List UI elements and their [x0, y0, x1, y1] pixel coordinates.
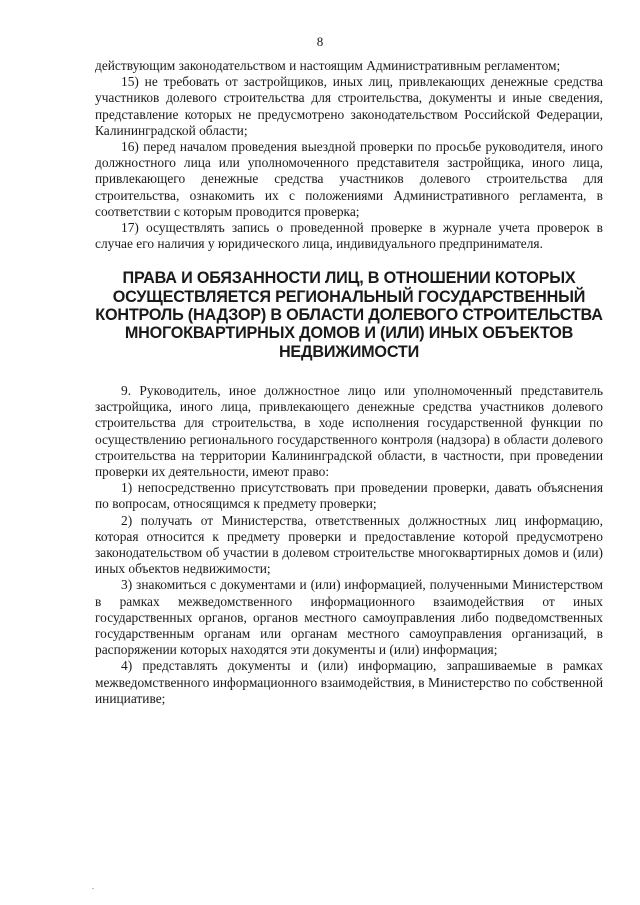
document-body: [95, 58, 603, 707]
section-heading: ПРАВА И ОБЯЗАННОСТИ ЛИЦ, В ОТНОШЕНИИ КОТОРЫХ ОСУЩЕСТВЛЯЕТСЯ РЕГИОНАЛЬНЫЙ ГОСУДАРСТВЕННЫЙ КОНТРОЛЬ (НАДЗОР) В ОБЛАСТИ ДОЛЕВОГО СТРОИТЕЛЬСТВА МНОГОКВАРТИРНЫХ ДОМОВ И (ИЛИ) ИНЫХ ОБЪЕКТОВ НЕДВИЖИМОСТИ: [95, 269, 603, 361]
paragraph-right-3: 3) знакомиться с документами и (или) информацией, полученными Министерством в рамках межведомственного информационного взаимодействия от иных государственных органов, органов местного самоуправления либо подведомственных государственным органам или органам местного самоуправления организаций, в распоряжении которых находятся эти документы и (или) информация;: [95, 577, 603, 658]
paragraph-item-15: 15) не требовать от застройщиков, иных лиц, привлекающих денежные средства участников долевого строительства для строительства, документы и иные сведения, представление которых не предусмотрено законодательством Российской Федерации, Калининградской области;: [95, 74, 603, 138]
paragraph-item-17: 17) осуществлять запись о проведенной проверке в журнале учета проверок в случае его наличия у юридического лица, индивидуального предпринимателя.: [95, 220, 603, 252]
paragraph-right-4: 4) представлять документы и (или) информацию, запрашиваемые в рамках межведомственного информационного взаимодействия, в Министерство по собственной инициативе;: [95, 658, 603, 706]
paragraph-right-2: 2) получать от Министерства, ответственных должностных лиц информацию, которая относится к предмету проверки и предоставление которой предусмотрено законодательством об участии в долевом строительстве многоквартирных домов и (или) иных объектов недвижимости;: [95, 512, 603, 577]
paragraph-continuation: действующим законодательством и настоящим Административным регламентом;: [95, 58, 561, 73]
paragraph-right-1: 1) непосредственно присутствовать при проведении проверки, давать объяснения по вопросам, относящимся к предмету проверки;: [95, 480, 603, 512]
paragraph-item-16: 16) перед началом проведения выездной проверки по просьбе руководителя, иного должностного лица или уполномоченного представителя застройщика, иного лица, привлекающего денежные средства участников долевого строительства для строительства, ознакомить их с положениями Административного регламента, в соответствии с которым проводится проверка;: [95, 139, 603, 219]
footer-mark: .: [92, 882, 94, 891]
page-number: 8: [316, 34, 324, 49]
paragraph-clause-9: 9. Руководитель, иное должностное лицо или уполномоченный представитель застройщика, иного лица, привлекающего денежные средства участников долевого строительства для строительства, в ходе исполнения государственной функции по осуществлению регионального государственного контроля (надзора) в области долевого строительства на территории Калининградской области, в частности, при проведении проверки их деятельности, имеют право:: [95, 382, 603, 479]
